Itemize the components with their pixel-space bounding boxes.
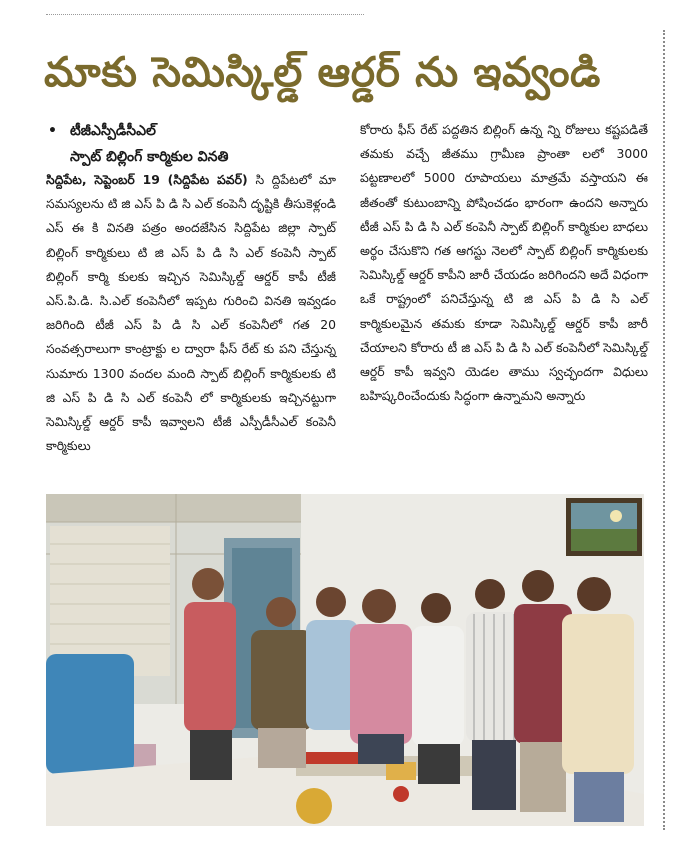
dateline: సిద్దిపేట, సెప్టెంబర్ 19 (సిద్దిపేట పవర్): [46, 172, 256, 187]
article-body-left: సి ద్దిపేటలో మా సమస్యలను టి జి ఎస్ పి డి సి ఎల్ కంపెనీ దృష్టికి తీసుకెళ్లండి ఎస్ ఈ కి వినతి పత్రం అందజేసిన సిద్దిపేట జిల్లా స్పాట్ బిల్లింగ్ కార్మికులు టి జి ఎస్ పి డి సి ఎల్ కంపెనీ స్పాట్ బిల్లింగ్ కార్మి కులకు ఇచ్చిన సెమిస్కిల్డ్ ఆర్డర్ కాపీ టీజీ ఎస్.పి.డి. సి.ఎల్ కంపెనీలో ఇప్పట గురించి వినతి ఇవ్వడం జరిగింది టీజీ ఎస్ పి డి సి ఎల్ కంపెనీలో గత 20 సంవత్సరాలుగా కాంట్రాక్టు ల ద్వారా ఫీస్ రేట్ కు పని చేస్తున్న సుమారు 1300 వందల మంది స్పాట్ బిల్లింగ్ కార్మికులకు టి జి ఎస్ పి డి సి ఎల్ కంపెనీ లో కార్మికులకు ఇచ్చినట్టుగా సెమిస్కిల్డ్ ఆర్డర్ కాపీ ఇవ్వాలని టీజీ ఎస్పీడీసీఎల్ కంపెనీ కార్మికులు: [46, 172, 336, 454]
article-body-right: కోరారు ఫీస్ రేట్ పద్దతిన బిల్లింగ్ ఉన్న న్ని రోజులు కష్టపడితే తమకు వచ్చే జీతము గ్రామీణ ప్రాంతా లలో 3000 పట్టణాలలో 5000 రూపాయలు మాత్రమే వస్తాయని ఈ జీతంతో కుటుంబాన్ని పోషించడం భారంగా ఉందని అన్నారు టీజీ ఎస్ పి డి సి ఎల్ కంపెనీ స్పాట్ బిల్లింగ్ కార్మికుల బాధలు అర్థం చేసుకొని గత ఆగస్టు నెలలో స్పాట్ బిల్లింగ్ కార్మికులకు సెమిస్కిల్డ్ ఆర్డర్ కాపీని జారీ చేయడం జరిగిందని అదే విధంగా ఒకే రాష్ట్రంలో పనిచేస్తున్న టి జి ఎస్ పి డి సి ఎల్ కార్మికులమైన తమకు కూడా సెమిస్కిల్డ్ ఆర్డర్ కాపీ జారీ చేయాలని కోరారు టీ జి ఎస్ పి డి సి ఎల్ కంపెనీలో సెమిస్కిల్డ్ ఆర్డర్ కాపీ ఇవ్వని యెడల తాము స్వచ్ఛందగా విధులు బహిష్కరించేందుకు సిద్ధంగా ఉన్నామని అన్నారు: [360, 122, 648, 404]
group-photo-illustration: [46, 494, 644, 826]
subhead-line-2: స్పాట్ బిల్లింగ్ కార్మికుల వినతి: [70, 149, 229, 165]
article-column-left: [46, 168, 336, 458]
article-column-right: [360, 118, 648, 408]
subhead-line-1: టీజీఎస్పీడీసీఎల్: [70, 123, 156, 139]
top-dotted-rule: [46, 14, 364, 15]
news-photo: [46, 494, 644, 826]
headline: మాకు సెమిస్కిల్డ్ ఆర్డర్ ను ఇవ్వండి: [44, 48, 601, 96]
column-divider-dotted: [663, 30, 665, 830]
bullet-icon: •: [48, 123, 57, 139]
